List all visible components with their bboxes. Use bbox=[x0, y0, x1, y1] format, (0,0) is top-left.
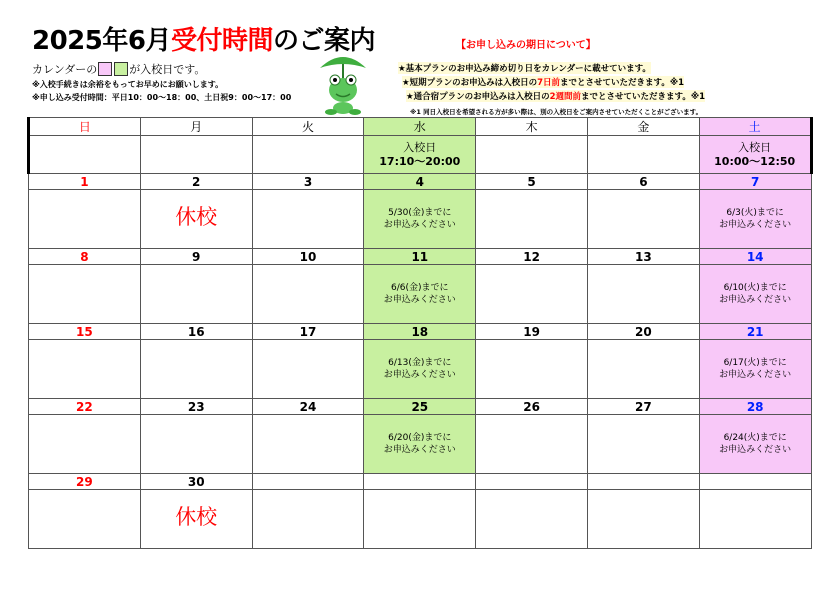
day-cell bbox=[587, 415, 699, 474]
date-number bbox=[252, 474, 364, 490]
date-number: 7 bbox=[699, 174, 811, 190]
deadline-text: 6/3(火)までに bbox=[726, 208, 784, 218]
date-number bbox=[364, 474, 476, 490]
date-number: 27 bbox=[587, 399, 699, 415]
info-line-1: ★基本プランのお申込み締め切り日をカレンダーに載せています。 bbox=[398, 64, 651, 74]
day-cell bbox=[252, 340, 364, 399]
day-cell bbox=[140, 265, 252, 324]
deadline-text: 6/24(火)までに bbox=[723, 433, 787, 443]
day-cell bbox=[29, 415, 141, 474]
day-cell bbox=[587, 265, 699, 324]
date-number: 25 bbox=[364, 399, 476, 415]
notice-heading: 【お申し込みの期日について】 bbox=[456, 40, 596, 51]
date-row bbox=[29, 324, 812, 340]
info-footnote: ※1 同日入校日を希望される方が多い際は、別の入校日をご案内させていただくことがございます。 bbox=[410, 108, 703, 116]
day-cell: 6/20(金)までに お申込みください bbox=[364, 415, 476, 474]
day-cell bbox=[587, 190, 699, 249]
date-number: 16 bbox=[140, 324, 252, 340]
date-number: 14 bbox=[699, 249, 811, 265]
entry-wed: 入校日 17:10～20:00 bbox=[364, 136, 476, 174]
closed-label: 休校 bbox=[175, 204, 218, 229]
date-row bbox=[29, 474, 812, 490]
day-cell bbox=[476, 265, 588, 324]
day-cell bbox=[476, 490, 588, 549]
calendar-table bbox=[27, 117, 813, 549]
day-cell: 6/17(火)までに お申込みください bbox=[699, 340, 811, 399]
legend-before: カレンダーの bbox=[32, 63, 98, 76]
date-number: 3 bbox=[252, 174, 364, 190]
date-number: 10 bbox=[252, 249, 364, 265]
weekday-mon: 月 bbox=[140, 118, 252, 136]
frog-icon bbox=[318, 50, 368, 116]
day-cell bbox=[140, 415, 252, 474]
day-cell: 5/30(金)までに お申込みください bbox=[364, 190, 476, 249]
date-number: 19 bbox=[476, 324, 588, 340]
date-number: 24 bbox=[252, 399, 364, 415]
weekday-tue: 火 bbox=[252, 118, 364, 136]
day-cell bbox=[587, 490, 699, 549]
date-number: 30 bbox=[140, 474, 252, 490]
day-cell bbox=[29, 190, 141, 249]
day-cell: 6/24(火)までに お申込みください bbox=[699, 415, 811, 474]
day-cell: 6/10(火)までに お申込みください bbox=[699, 265, 811, 324]
entry-sat: 入校日 10:00～12:50 bbox=[699, 136, 811, 174]
day-cell bbox=[29, 265, 141, 324]
day-cell bbox=[476, 190, 588, 249]
deadline-text: 6/6(金)までに bbox=[391, 283, 449, 293]
week-row bbox=[29, 415, 812, 474]
deadline-text: 6/20(金)までに bbox=[388, 433, 452, 443]
day-cell bbox=[29, 340, 141, 399]
day-cell bbox=[699, 490, 811, 549]
day-cell bbox=[252, 265, 364, 324]
note-2: ※申し込み受付時間：平日10：00～18：00、土日祝9：00～17：00 bbox=[32, 93, 292, 102]
title-date: 2025年6月 bbox=[32, 26, 171, 56]
date-row bbox=[29, 249, 812, 265]
date-number: 22 bbox=[29, 399, 141, 415]
info-line-2: ★短期プランのお申込みは入校日の7日前までとさせていただきます。※1 bbox=[402, 78, 685, 88]
title-suffix: のご案内 bbox=[272, 26, 375, 56]
day-cell bbox=[587, 340, 699, 399]
day-cell bbox=[476, 415, 588, 474]
date-number: 2 bbox=[140, 174, 252, 190]
date-number: 12 bbox=[476, 249, 588, 265]
closed-label: 休校 bbox=[175, 504, 218, 529]
day-cell: 6/6(金)までに お申込みください bbox=[364, 265, 476, 324]
legend-green-square bbox=[114, 62, 128, 76]
date-row bbox=[29, 399, 812, 415]
legend-pink-square bbox=[98, 62, 112, 76]
deadline-text: 6/17(火)までに bbox=[723, 358, 787, 368]
entry-info-row bbox=[29, 136, 812, 174]
date-number bbox=[699, 474, 811, 490]
note-1: ※入校手続きは余裕をもってお早めにお願いします。 bbox=[32, 80, 224, 89]
date-number: 21 bbox=[699, 324, 811, 340]
date-number: 29 bbox=[29, 474, 141, 490]
weekday-wed: 水 bbox=[364, 118, 476, 136]
date-number: 28 bbox=[699, 399, 811, 415]
deadline-text: 6/13(金)までに bbox=[388, 358, 452, 368]
legend bbox=[32, 61, 205, 77]
weekday-header bbox=[29, 118, 812, 136]
date-number bbox=[587, 474, 699, 490]
weekday-sun: 日 bbox=[29, 118, 141, 136]
info-line-3: ★通合宿プランのお申込みは入校日の2週間前までとさせていただきます。※1 bbox=[406, 92, 706, 102]
date-number: 23 bbox=[140, 399, 252, 415]
deadline-text: 5/30(金)までに bbox=[388, 208, 452, 218]
day-cell bbox=[364, 490, 476, 549]
week-row bbox=[29, 490, 812, 549]
week-row bbox=[29, 190, 812, 249]
date-number: 26 bbox=[476, 399, 588, 415]
date-number: 11 bbox=[364, 249, 476, 265]
deadline-text: 6/10(火)までに bbox=[723, 283, 787, 293]
date-number: 15 bbox=[29, 324, 141, 340]
day-cell bbox=[140, 340, 252, 399]
day-cell: 6/13(金)までに お申込みください bbox=[364, 340, 476, 399]
title-highlight: 受付時間 bbox=[170, 26, 273, 56]
day-cell bbox=[29, 490, 141, 549]
weekday-sat: 土 bbox=[699, 118, 811, 136]
week-row bbox=[29, 265, 812, 324]
week-row bbox=[29, 340, 812, 399]
date-number: 18 bbox=[364, 324, 476, 340]
date-number bbox=[476, 474, 588, 490]
weekday-thu: 木 bbox=[476, 118, 588, 136]
date-number: 17 bbox=[252, 324, 364, 340]
date-number: 8 bbox=[29, 249, 141, 265]
weekday-fri: 金 bbox=[587, 118, 699, 136]
date-row bbox=[29, 174, 812, 190]
day-cell bbox=[252, 190, 364, 249]
day-cell: 6/3(火)までに お申込みください bbox=[699, 190, 811, 249]
day-cell bbox=[140, 490, 252, 549]
day-cell bbox=[252, 415, 364, 474]
legend-after: が入校日です。 bbox=[129, 63, 206, 76]
date-number: 4 bbox=[364, 174, 476, 190]
day-cell bbox=[476, 340, 588, 399]
day-cell bbox=[252, 490, 364, 549]
date-number: 9 bbox=[140, 249, 252, 265]
date-number: 13 bbox=[587, 249, 699, 265]
date-number: 6 bbox=[587, 174, 699, 190]
date-number: 1 bbox=[29, 174, 141, 190]
date-number: 5 bbox=[476, 174, 588, 190]
day-cell bbox=[140, 190, 252, 249]
date-number: 20 bbox=[587, 324, 699, 340]
